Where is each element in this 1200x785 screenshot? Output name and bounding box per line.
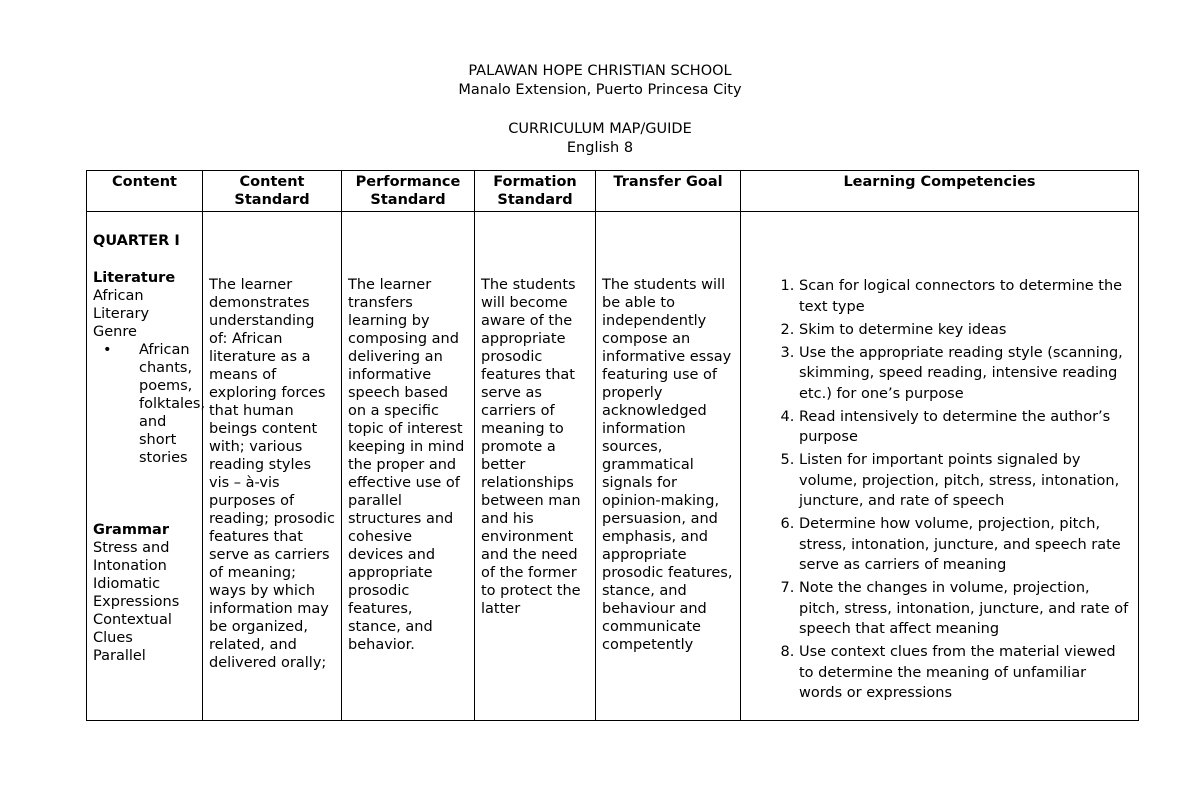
list-item: Idiomatic Expressions — [93, 576, 180, 610]
performance-standard-text: The learner transfers learning by composing and delivering an informative speech based on a specific topic of interest keeping in mind the proper and effective use of parallel structures and cohesive devices and appropriate prosodic features, stance, and behavior. — [348, 277, 465, 653]
school-name: PALAWAN HOPE CHRISTIAN SCHOOL — [468, 63, 732, 79]
list-item: 8. Use context clues from the material viewed to determine the meaning of unfamiliar words or expressions — [799, 642, 1132, 704]
list-item: 6. Determine how volume, projection, pitch, stress, intonation, juncture, and speech rate serve as carriers of meaning — [799, 514, 1132, 576]
curriculum-table — [86, 170, 1139, 721]
list-item: 4. Read intensively to determine the author’s purpose — [799, 407, 1132, 448]
transfer-goal-text: The students will be able to independently compose an informative essay featuring use of properly acknowledged information sources, grammatical signals for opinion-making, persuasion, and emphasis, and appropriate prosodic features, stance, and behaviour and communicate competently — [602, 277, 733, 653]
list-item: Stress and Intonation — [93, 540, 170, 574]
document-header — [0, 62, 1200, 158]
header-performance-standard: Performance Standard — [342, 171, 475, 212]
header-content-standard: Content Standard — [203, 171, 342, 212]
performance-standard-cell — [342, 212, 475, 721]
literature-heading: Literature — [93, 270, 176, 286]
list-item: 1. Scan for logical connectors to determine the text type — [799, 276, 1132, 317]
header-transfer-goal: Transfer Goal — [596, 171, 741, 212]
list-item: Contextual Clues — [93, 612, 172, 646]
content-standard-text: The learner demonstrates understanding of: African literature as a means of exploring forces that human beings content with; various reading styles vis – à-vis purposes of reading; prosodic features that serve as carriers of meaning; ways by which information may be organized, related, and delivered orally; — [209, 277, 335, 671]
document-title: CURRICULUM MAP/GUIDE — [508, 121, 692, 137]
competencies-list — [747, 276, 1132, 704]
list-item: 7. Note the changes in volume, projection, pitch, stress, intonation, juncture, and rate of speech that affect meaning — [799, 578, 1132, 640]
subject-title: English 8 — [566, 140, 634, 156]
list-item: Parallel — [93, 648, 146, 664]
formation-standard-text: The students will become aware of the appropriate prosodic features that serve as carriers of meaning to promote a better relationships between man and his environment and the need of the former to protect the latter — [481, 277, 581, 617]
list-item: • African chants, poems, folktales, and short stories — [93, 341, 196, 467]
transfer-goal-cell — [596, 212, 741, 721]
school-address: Manalo Extension, Puerto Princesa City — [458, 82, 742, 98]
content-cell — [87, 212, 206, 721]
list-item: 5. Listen for important points signaled by volume, projection, pitch, stress, intonation, juncture, and rate of speech — [799, 450, 1132, 512]
content-standard-cell — [203, 212, 342, 721]
header-formation-standard: Formation Standard — [475, 171, 596, 212]
list-item: 2. Skim to determine key ideas — [799, 320, 1132, 341]
header-content: Content — [87, 171, 203, 212]
table-row — [87, 212, 1139, 721]
header-learning-competencies: Learning Competencies — [741, 171, 1139, 212]
literature-list — [93, 341, 206, 467]
formation-standard-cell — [475, 212, 596, 721]
learning-competencies-cell — [741, 212, 1139, 721]
grammar-heading: Grammar — [93, 522, 169, 538]
table-header-row — [87, 171, 1139, 212]
literature-genre: African Literary Genre — [93, 288, 150, 340]
quarter-label: QUARTER I — [93, 233, 180, 249]
list-item: 3. Use the appropriate reading style (scanning, skimming, speed reading, intensive reading etc.) for one’s purpose — [799, 343, 1132, 405]
